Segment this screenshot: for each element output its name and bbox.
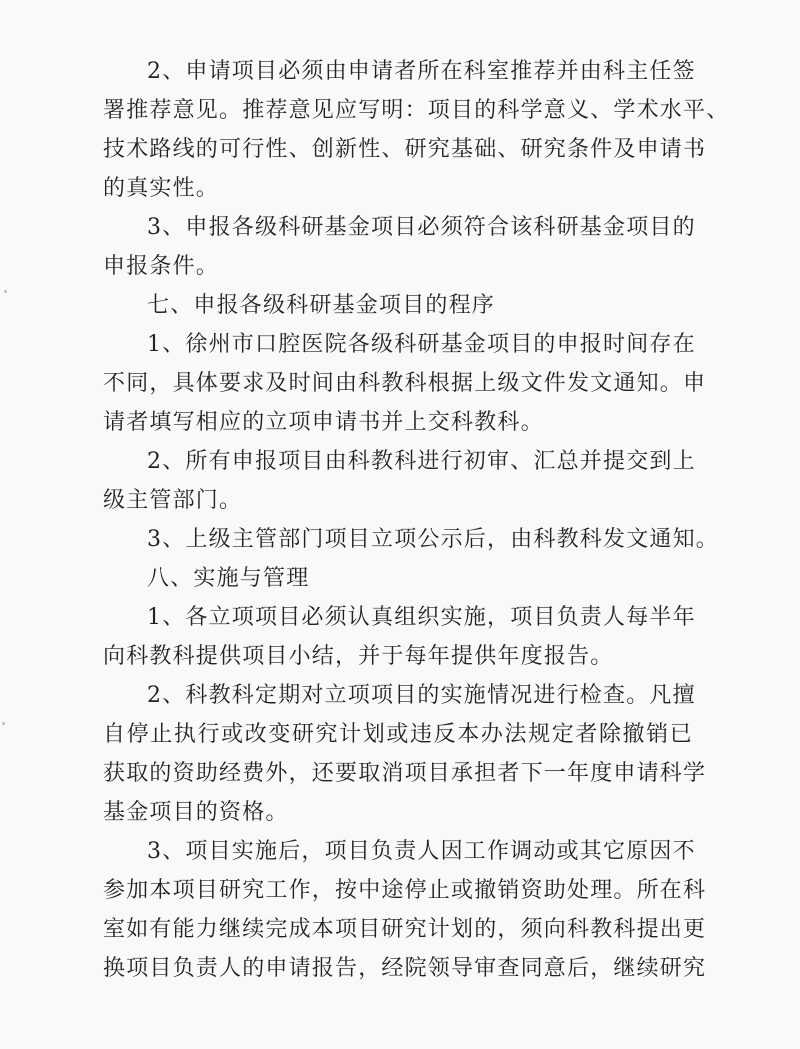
text-line: 基金项目的资格。: [103, 800, 289, 825]
text-line: 室如有能力继续完成本项目研究计划的，须向科教科提出更: [103, 917, 707, 942]
heading-line: 七、申报各级科研基金项目的程序: [147, 293, 496, 318]
scan-speck: [4, 290, 7, 293]
text-line: 申报条件。: [103, 254, 220, 279]
section-heading: [103, 286, 693, 325]
paragraph: [103, 208, 696, 286]
text-line: 3、申报各级科研基金项目必须符合该科研基金项目的: [147, 215, 696, 240]
paragraph: [103, 676, 707, 832]
text-line: 3、上级主管部门项目立项公示后，由科教科发文通知。: [147, 527, 719, 552]
document-body: [103, 52, 730, 988]
paragraph: [103, 832, 707, 988]
scan-speck: [2, 722, 5, 725]
paragraph: [103, 325, 707, 442]
text-line: 2、科教科定期对立项项目的实施情况进行检查。凡擅: [147, 683, 696, 708]
text-line: 1、徐州市口腔医院各级科研基金项目的申报时间存在: [147, 332, 696, 357]
text-line: 技术路线的可行性、创新性、研究基础、研究条件及申请书: [103, 137, 707, 162]
section-heading: [103, 559, 693, 598]
text-line: 署推荐意见。推荐意见应写明：项目的科学意义、学术水平、: [103, 98, 730, 123]
text-line: 2、所有申报项目由科教科进行初审、汇总并提交到上: [147, 449, 696, 474]
text-line: 的真实性。: [103, 176, 220, 201]
paragraph: [103, 520, 719, 559]
text-line: 向科教科提供项目小结，并于每年提供年度报告。: [103, 644, 614, 669]
text-line: 参加本项目研究工作，按中途停止或撤销资助处理。所在科: [103, 878, 707, 903]
paragraph: [103, 442, 696, 520]
text-line: 不同，具体要求及时间由科教科根据上级文件发文通知。申: [103, 371, 707, 396]
text-line: 换项目负责人的申请报告，经院领导审查同意后，继续研究: [103, 956, 707, 981]
heading-line: 八、实施与管理: [147, 566, 310, 591]
text-line: 获取的资助经费外，还要取消项目承担者下一年度申请科学: [103, 761, 707, 786]
text-line: 请者填写相应的立项申请书并上交科教科。: [103, 410, 544, 435]
paragraph: [103, 598, 696, 676]
text-line: 自停止执行或改变研究计划或违反本办法规定者除撤销已: [103, 722, 693, 747]
paragraph: [103, 52, 730, 208]
text-line: 级主管部门。: [103, 488, 243, 513]
text-line: 1、各立项项目必须认真组织实施，项目负责人每半年: [147, 605, 696, 630]
text-line: 3、项目实施后，项目负责人因工作调动或其它原因不: [147, 839, 696, 864]
text-line: 2、申请项目必须由申请者所在科室推荐并由科主任签: [147, 59, 696, 84]
